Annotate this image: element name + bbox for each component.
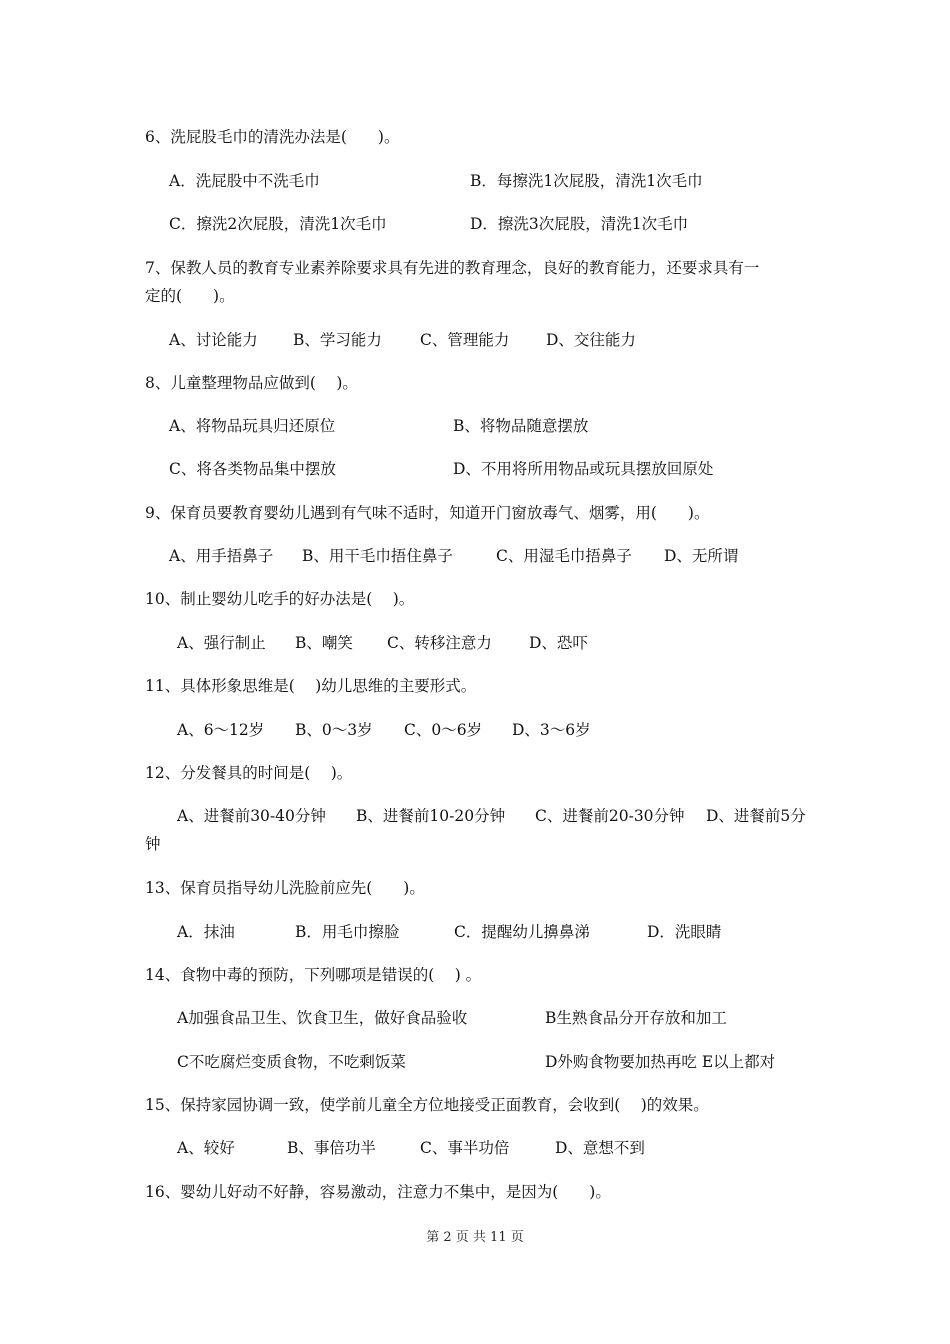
q11-option-a: A、6～12岁 — [177, 721, 265, 739]
question-12: 12、分发餐具的时间是( )。 — [145, 764, 353, 782]
q6-option-d: D．擦洗3次屁股，清洗1次毛巾 — [470, 215, 689, 233]
q7-option-a: A、讨论能力 — [169, 331, 258, 349]
question-7-line2: 定的( )。 — [145, 287, 235, 305]
q10-option-a: A、强行制止 — [177, 634, 266, 652]
q13-option-a: A．抹油 — [177, 923, 235, 941]
q12-option-a: A、进餐前30-40分钟 — [177, 807, 326, 825]
question-13: 13、保育员指导幼儿洗脸前应先( )。 — [145, 879, 425, 897]
q14-option-b: B生熟食品分开存放和加工 — [545, 1009, 727, 1027]
q9-option-b: B、用干毛巾捂住鼻子 — [302, 547, 453, 565]
q9-option-a: A、用手捂鼻子 — [169, 547, 274, 565]
q6-option-b: B．每擦洗1次屁股，清洗1次毛巾 — [470, 172, 703, 190]
q13-option-c: C．提醒幼儿擤鼻涕 — [454, 923, 590, 941]
q12-option-d: D、进餐前5分 — [706, 807, 806, 825]
q7-option-c: C、管理能力 — [420, 331, 510, 349]
q6-option-a: A．洗屁股中不洗毛巾 — [169, 172, 320, 190]
q10-option-d: D、恐吓 — [529, 634, 588, 652]
question-7-line1: 7、保教人员的教育专业素养除要求具有先进的教育理念，良好的教育能力，还要求具有一 — [145, 259, 760, 277]
question-15: 15、保持家园协调一致，使学前儿童全方位地接受正面教育，会收到( )的效果。 — [145, 1096, 709, 1114]
question-10: 10、制止婴幼儿吃手的好办法是( )。 — [145, 590, 415, 608]
q11-option-c: C、0～6岁 — [404, 721, 483, 739]
q12-option-b: B、进餐前10-20分钟 — [356, 807, 506, 825]
q12-option-d-wrap: 钟 — [145, 835, 161, 853]
q10-option-c: C、转移注意力 — [387, 634, 492, 652]
q7-option-d: D、交往能力 — [546, 331, 636, 349]
q15-option-d: D、意想不到 — [555, 1139, 645, 1157]
q14-option-a: A加强食品卫生、饮食卫生，做好食品验收 — [177, 1009, 468, 1027]
q7-option-b: B、学习能力 — [293, 331, 382, 349]
question-11: 11、具体形象思维是( )幼儿思维的主要形式。 — [145, 677, 477, 695]
q8-option-d: D、不用将所用物品或玩具摆放回原处 — [453, 460, 714, 478]
q14-option-c: C不吃腐烂变质食物，不吃剩饭菜 — [177, 1053, 406, 1071]
q9-option-d: D、无所谓 — [664, 547, 739, 565]
q13-option-d: D．洗眼睛 — [647, 923, 722, 941]
q14-option-d: D外购食物要加热再吃 E以上都对 — [545, 1053, 776, 1071]
question-14: 14、食物中毒的预防，下列哪项是错误的( ) 。 — [145, 966, 482, 984]
q11-option-d: D、3～6岁 — [512, 721, 591, 739]
q9-option-c: C、用湿毛巾捂鼻子 — [496, 547, 632, 565]
q10-option-b: B、嘲笑 — [295, 634, 353, 652]
q15-option-b: B、事倍功半 — [287, 1139, 376, 1157]
question-16: 16、婴幼儿好动不好静，容易激动，注意力不集中，是因为( )。 — [145, 1183, 611, 1201]
q13-option-b: B．用毛巾擦脸 — [295, 923, 400, 941]
q11-option-b: B、0～3岁 — [295, 721, 373, 739]
q8-option-b: B、将物品随意摆放 — [453, 417, 589, 435]
q8-option-a: A、将物品玩具归还原位 — [169, 417, 336, 435]
q6-option-c: C．擦洗2次屁股，清洗1次毛巾 — [169, 215, 387, 233]
question-8: 8、儿童整理物品应做到( )。 — [145, 374, 358, 392]
q15-option-a: A、较好 — [177, 1139, 235, 1157]
q8-option-c: C、将各类物品集中摆放 — [169, 460, 336, 478]
question-9: 9、保育员要教育婴幼儿遇到有气味不适时，知道开门窗放毒气、烟雾，用( )。 — [145, 504, 710, 522]
page-number-footer: 第 2 页 共 11 页 — [426, 1230, 524, 1245]
question-6: 6、洗屁股毛巾的清洗办法是( )。 — [145, 128, 400, 146]
q12-option-c: C、进餐前20-30分钟 — [535, 807, 685, 825]
q15-option-c: C、事半功倍 — [420, 1139, 510, 1157]
